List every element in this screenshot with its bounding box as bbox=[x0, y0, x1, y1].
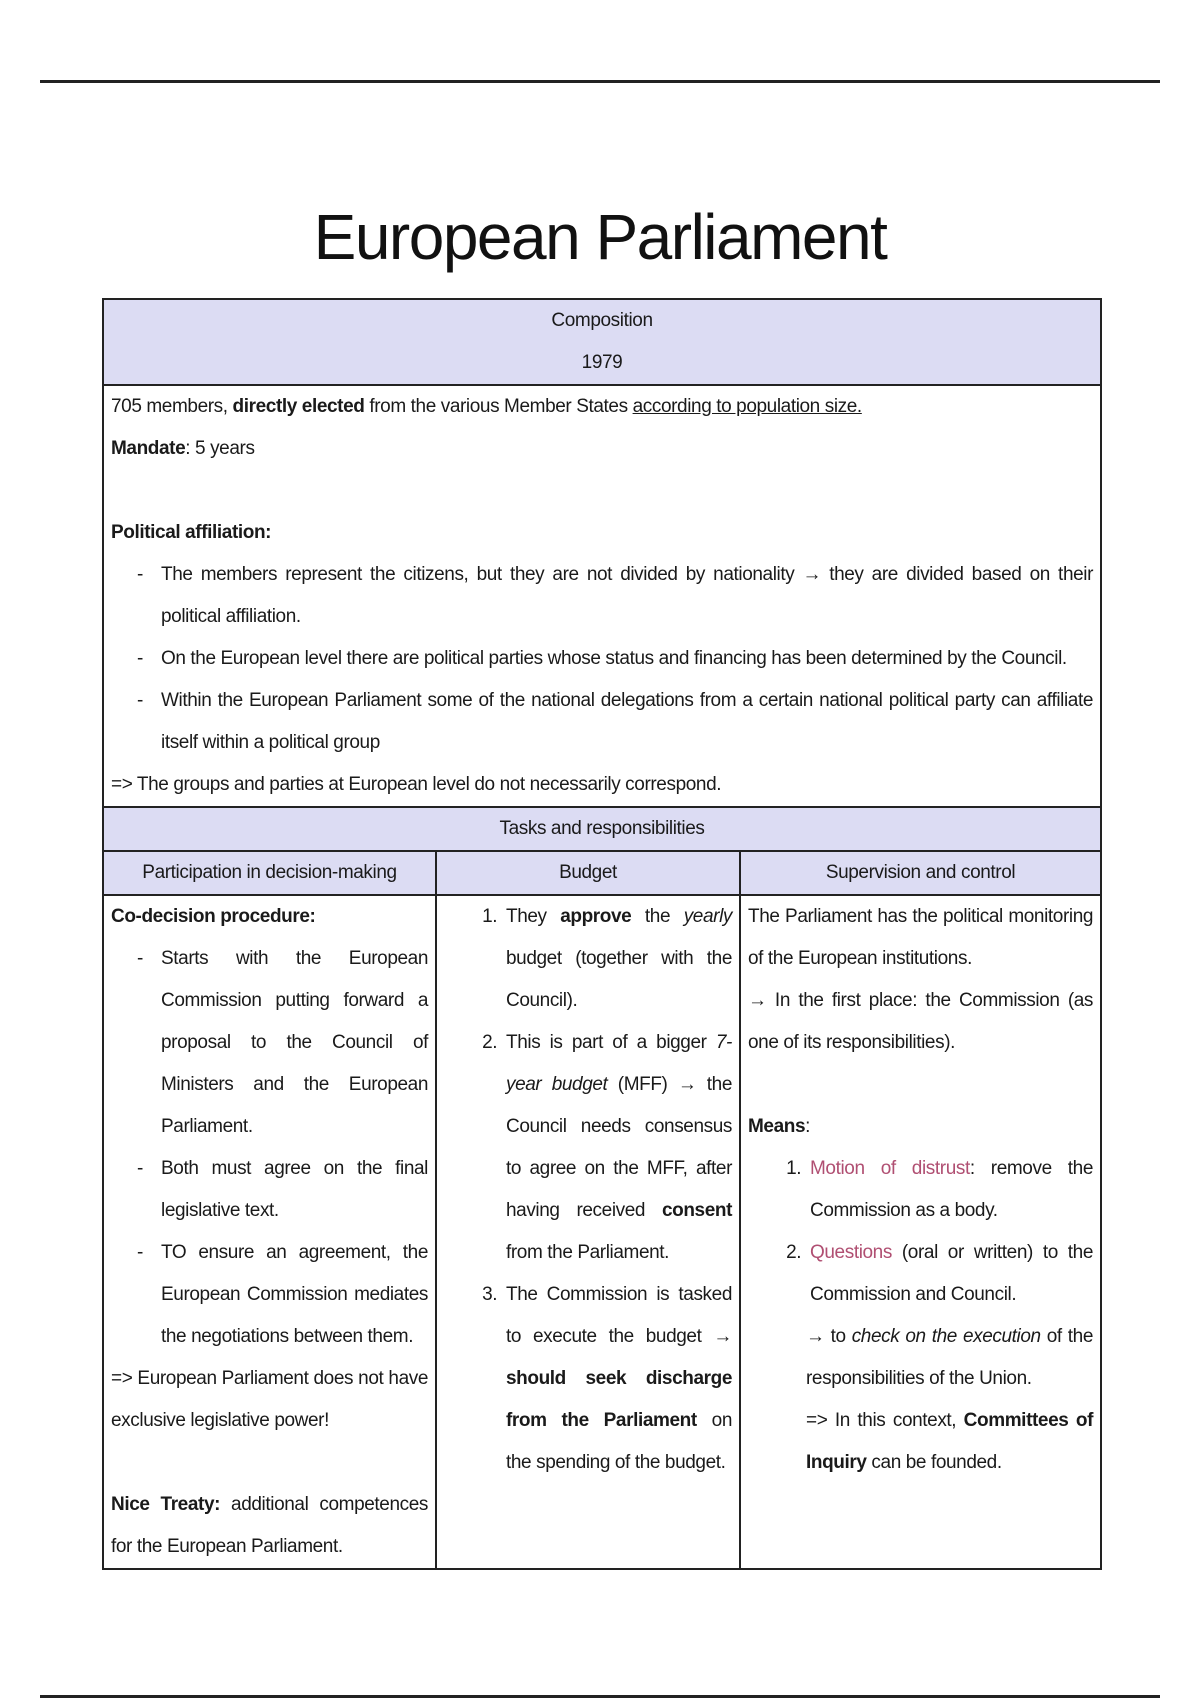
composition-body bbox=[103, 385, 1101, 807]
list-item: - On the European level there are political parties whose status and financing has been determined by the Council. bbox=[161, 638, 1093, 680]
budget-cell bbox=[436, 895, 740, 1569]
tasks-body-row bbox=[103, 895, 1101, 1569]
means-colon: : bbox=[805, 1116, 811, 1137]
mandate-line bbox=[111, 428, 1093, 470]
tasks-header-row bbox=[103, 807, 1101, 851]
list-item bbox=[502, 1274, 732, 1484]
budget-text: the bbox=[631, 906, 684, 927]
committees-of-inquiry: Committees of Inquiry bbox=[806, 1410, 1094, 1473]
check-line bbox=[748, 1316, 1093, 1400]
budget-bold: consent bbox=[661, 1200, 732, 1221]
spacer bbox=[111, 470, 1093, 512]
means-label: Means bbox=[748, 1116, 806, 1137]
budget-text: on the spending of the budget. bbox=[506, 1410, 732, 1473]
check-italic: check on the execution bbox=[851, 1326, 1041, 1347]
budget-text: They bbox=[506, 906, 561, 927]
column-header-supervision: Supervision and control bbox=[740, 851, 1101, 895]
codecision-heading bbox=[111, 896, 428, 938]
mandate-label: Mandate bbox=[111, 438, 186, 459]
budget-text: This is part of a bigger bbox=[506, 1032, 716, 1053]
column-header-row bbox=[103, 851, 1101, 895]
list-item: - The members represent the citizens, but they are not divided by nationality → they are divided based on their political affiliation. bbox=[161, 554, 1093, 638]
bottom-rule bbox=[40, 1695, 1160, 1698]
column-header-decision: Participation in decision-making bbox=[103, 851, 436, 895]
questions-term: Questions bbox=[810, 1242, 892, 1263]
list-item bbox=[806, 1148, 1093, 1232]
budget-italic: yearly bbox=[683, 906, 732, 927]
budget-bold: approve bbox=[560, 906, 632, 927]
list-item: - TO ensure an agreement, the European Commission mediates the negotiations between them. bbox=[161, 1232, 428, 1358]
context-line bbox=[748, 1400, 1093, 1484]
list-item: - Within the European Parliament some of the national delegations from a certain national political party can affiliate itself within a political group bbox=[161, 680, 1093, 764]
list-item bbox=[806, 1232, 1093, 1316]
supervision-cell bbox=[740, 895, 1101, 1569]
members-middle: from the various Member States bbox=[364, 396, 633, 417]
members-line bbox=[111, 386, 1093, 428]
check-arrow: → to bbox=[806, 1326, 852, 1347]
affiliation-list bbox=[111, 554, 1093, 764]
composition-header bbox=[103, 299, 1101, 385]
nice-treaty-text: additional competences for the European Parliament. bbox=[111, 1494, 428, 1557]
means-text: : remove the Commission as a body. bbox=[810, 1158, 1094, 1221]
column-header-budget: Budget bbox=[436, 851, 740, 895]
affiliation-heading-text: Political affiliation: bbox=[111, 522, 272, 543]
nice-treaty-line bbox=[111, 1484, 428, 1568]
decision-cell bbox=[103, 895, 436, 1569]
list-item: - Starts with the European Commission putting forward a proposal to the Council of Ministers and the European Parliament. bbox=[161, 938, 428, 1148]
means-text: (oral or written) to the Commission and Council. bbox=[810, 1242, 1094, 1305]
nice-treaty-label: Nice Treaty: bbox=[111, 1494, 221, 1515]
codecision-heading-text: Co-decision procedure: bbox=[111, 906, 316, 927]
budget-text: from the Parliament. bbox=[506, 1242, 670, 1263]
means-line bbox=[748, 1106, 1093, 1148]
budget-bold: should seek discharge from the Parliament bbox=[506, 1368, 732, 1431]
check-text: of the responsibilities of the Union. bbox=[806, 1326, 1094, 1389]
list-item: - Both must agree on the final legislative text. bbox=[161, 1148, 428, 1232]
affiliation-heading bbox=[111, 512, 1093, 554]
budget-text: The Commission is tasked to execute the budget → bbox=[506, 1284, 732, 1347]
list-item bbox=[502, 1022, 732, 1274]
budget-list bbox=[444, 896, 732, 1484]
context-text: can be founded. bbox=[866, 1452, 1002, 1473]
members-bold: directly elected bbox=[232, 396, 365, 417]
supervision-intro: The Parliament has the political monitoring of the European institutions. bbox=[748, 906, 1094, 969]
decision-conclusion: => European Parliament does not have exclusive legislative power! bbox=[111, 1368, 428, 1431]
means-list bbox=[748, 1148, 1093, 1316]
codecision-list bbox=[111, 938, 428, 1358]
top-rule bbox=[40, 80, 1160, 83]
parliament-table bbox=[102, 298, 1102, 1570]
spacer bbox=[111, 1442, 428, 1484]
context-text: => In this context, bbox=[806, 1410, 964, 1431]
composition-body-row bbox=[103, 385, 1101, 807]
budget-text: (MFF) → the Council needs consensus to agree on the MFF, after having received bbox=[506, 1074, 732, 1221]
members-prefix: 705 members, bbox=[111, 396, 233, 417]
spacer bbox=[748, 1064, 1093, 1106]
composition-label: Composition bbox=[551, 310, 653, 331]
composition-header-row bbox=[103, 299, 1101, 385]
mandate-value: : 5 years bbox=[185, 438, 255, 459]
composition-year: 1979 bbox=[581, 352, 623, 373]
motion-of-distrust: Motion of distrust bbox=[810, 1158, 970, 1179]
page-title: European Parliament bbox=[313, 201, 887, 273]
supervision-first-place: → In the first place: the Commission (as one of its responsibilities). bbox=[748, 990, 1094, 1053]
budget-text: budget (together with the Council). bbox=[506, 948, 732, 1011]
tasks-header: Tasks and responsibilities bbox=[103, 807, 1101, 851]
members-underlined: according to population size. bbox=[632, 396, 862, 417]
affiliation-conclusion: => The groups and parties at European level do not necessarily correspond. bbox=[111, 774, 722, 795]
list-item bbox=[502, 896, 732, 1022]
budget-italic: 7-year budget bbox=[506, 1032, 732, 1095]
